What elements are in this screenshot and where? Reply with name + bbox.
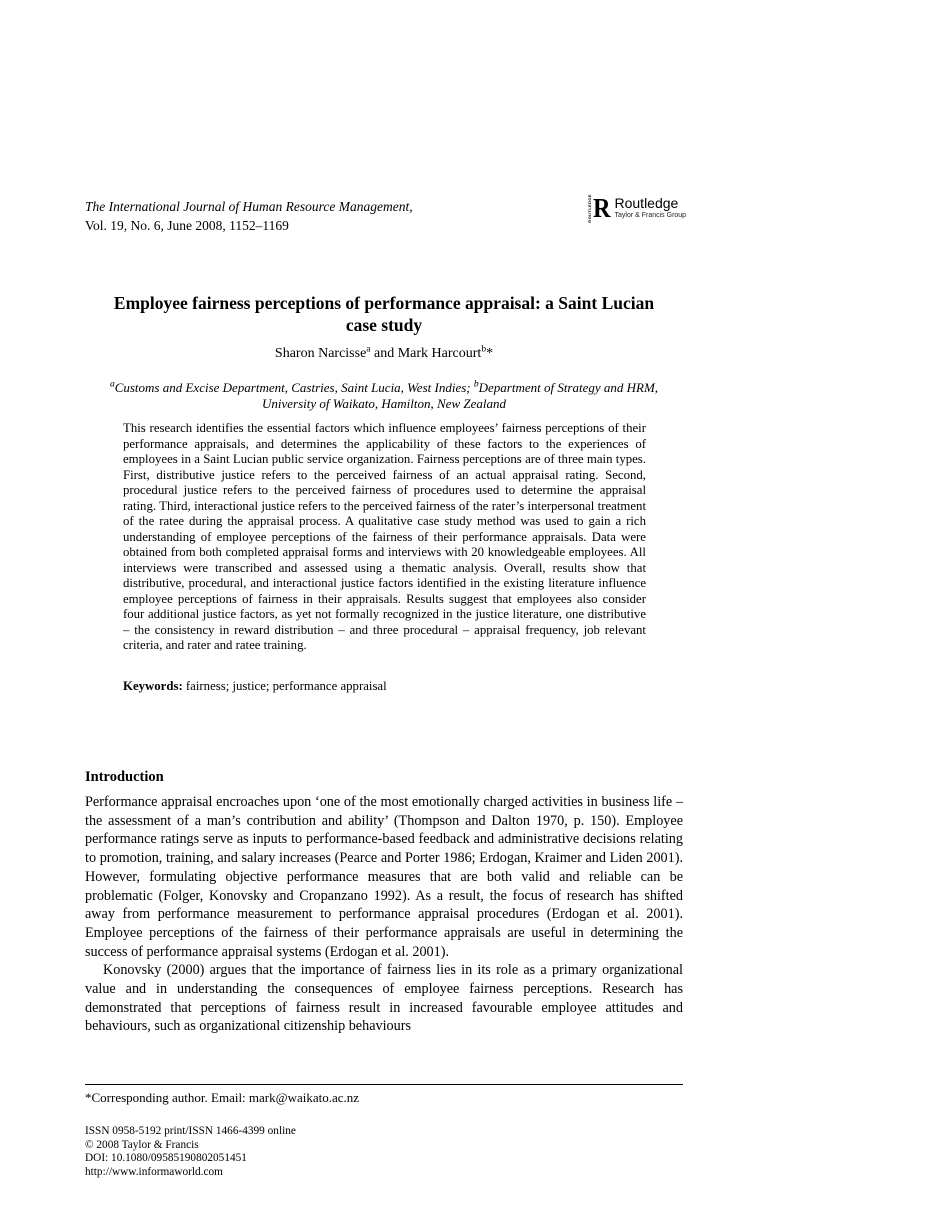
journal-header: [85, 197, 413, 235]
article-title-line-1: Employee fairness perceptions of performance appraisal: a Saint Lucian: [113, 293, 655, 313]
copyright-line: © 2008 Taylor & Francis: [85, 1138, 199, 1151]
introduction-paragraph-2: Konovsky (2000) argues that the importance of fairness lies in its role as a primary organizational value and in understanding the consequences of employee fairness perceptions. Research has demonstrated that perceptions of fairness result in increased favourable employee attitudes and behaviours, such as organizational citizenship behaviours: [85, 962, 683, 1035]
footnote-divider: [85, 1084, 683, 1085]
introduction-body: [85, 793, 683, 1036]
author-1-affiliation-mark: a: [366, 344, 371, 355]
publisher-logo-text: [615, 196, 687, 220]
issn-line: ISSN 0958-5192 print/ISSN 1466-4399 online: [85, 1125, 296, 1137]
keywords-label: Keywords:: [123, 679, 183, 693]
journal-issue-info: Vol. 19, No. 6, June 2008, 1152–1169: [85, 218, 289, 233]
author-byline: [85, 346, 683, 362]
journal-name: The International Journal of Human Resource Management,: [85, 199, 413, 214]
affiliation-b-mark: b: [473, 379, 479, 390]
keywords-list: fairness; justice; performance appraisal: [182, 679, 387, 693]
section-heading-introduction: Introduction: [85, 769, 164, 785]
introduction-paragraph-1: Performance appraisal encroaches upon ‘one of the most emotionally charged activities in business life – the assessment of a man’s contribution and ability’ (Thompson and Dalton 1970, p. 150). Employee performance ratings serve as inputs to performance-based feedback and administrative decisions relating to promotion, training, and salary increases (Pearce and Porter 1986; Erdogan, Kraimer and Liden 2001). However, formulating objective performance measures that are both valid and reliable can be problematic (Folger, Konovsky and Cropanzano 1992). As a result, the focus of research has shifted away from performance measurement to performance appraisal procedures (Erdogan et al. 2001). Employee perceptions of the fairness of their performance appraisals are useful in determining the success of performance appraisal systems (Erdogan et al. 2001).: [85, 794, 683, 960]
logo-vertical-text: ROUTLEDGE: [587, 194, 592, 223]
publisher-tagline: Taylor & Francis Group: [614, 212, 687, 220]
affiliation-a-mark: a: [109, 379, 115, 390]
routledge-logo-mark-icon: [588, 194, 612, 223]
affiliation-a-text: Customs and Excise Department, Castries, Saint Lucia, West Indies;: [114, 380, 474, 395]
doi-line: DOI: 10.1080/09585190802051451: [85, 1152, 247, 1164]
author-1-name: Sharon Narcisse: [274, 346, 367, 361]
publisher-name: Routledge: [614, 195, 679, 212]
corresponding-author-footnote: *Corresponding author. Email: mark@waikato.ac.nz: [85, 1090, 360, 1105]
author-joiner: and: [370, 346, 398, 361]
article-title: [85, 292, 683, 336]
abstract: This research identifies the essential factors which influence employees’ fairness perceptions of their performance appraisals, and determines the applicability of these factors to the experiences of employees in a Saint Lucian public service organization. Fairness perceptions are of three main types. First, distributive justice refers to the perceived fairness of an actual appraisal rating. Second, procedural justice refers to the perceived fairness of procedures used to determine the appraisal rating. Third, interactional justice refers to the perceived fairness of the rater’s interpersonal treatment of the ratee during the appraisal process. A qualitative case study method was used to gain a rich understanding of employee perceptions of the fairness of their performance appraisals. Data were obtained from both completed appraisal forms and interviews with 20 knowledgeable employees. All interviews were transcribed and assessed using a thematic analysis. Overall, results show that distributive, procedural, and interactional justice factors identified in the existing literature influence employee perceptions of fairness in their appraisals. Results suggest that employees also consider four additional justice factors, as yet not formally recognized in the justice literature, one distributive – the consistency in reward distribution – and three procedural – appraisal frequency, job relevant criteria, and rater and ratee training.: [123, 421, 646, 652]
corresponding-author-mark: *: [486, 346, 494, 361]
affiliation-b-text: Department of Strategy and HRM, University of Waikato, Hamilton, New Zealand: [262, 380, 659, 411]
publisher-url: http://www.informaworld.com: [85, 1165, 223, 1178]
imprint-block: [85, 1125, 296, 1179]
author-2-affiliation-mark: b: [481, 344, 487, 355]
affiliations: [85, 380, 683, 412]
keywords: [123, 679, 646, 694]
routledge-r-icon: R: [592, 193, 611, 224]
author-2-name: Mark Harcourt: [397, 346, 482, 361]
article-title-line-2: case study: [345, 315, 423, 335]
publisher-logo: [588, 194, 686, 223]
